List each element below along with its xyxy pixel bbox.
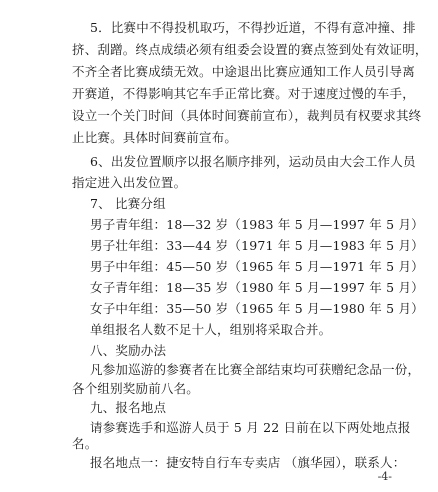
group-line: 女子青年组：18—35 岁（1980 年 5 月—1997 年 5 月）: [90, 280, 424, 295]
text-line: 单组报名人数不足十人，组别将采取合并。: [90, 322, 332, 337]
text-line: 请参赛选手和巡游人员于 5 月 22 日前在以下两处地点报: [90, 420, 411, 435]
text-line: 止比赛。具体时间赛前宣布。: [72, 130, 238, 145]
group-line: 男子壮年组：33—44 岁（1971 年 5 月—1983 年 5 月）: [90, 238, 424, 253]
text-line: 报名地点一：捷安特自行车专卖店 （旗华园），联系人：: [90, 455, 406, 470]
group-line: 男子中年组：45—50 岁（1965 年 5 月—1971 年 5 月）: [90, 259, 424, 274]
group-line: 女子中年组：35—50 岁（1965 年 5 月—1980 年 5 月）: [90, 301, 424, 316]
text-line: 名。: [72, 436, 98, 451]
section-heading: 九、报名地点: [90, 400, 167, 415]
text-line: 凡参加巡游的参赛者在比赛全部结束均可获赠纪念品一份，: [90, 362, 421, 377]
text-line: 挤、刮蹭。终点成绩必须有组委会设置的赛点签到处有效证明，: [72, 42, 428, 57]
text-line: 6、出发位置顺序以报名顺序排列，运动员由大会工作人员: [90, 154, 416, 169]
text-line: 设立一个关门时间（具体时间赛前宣布），裁判员有权要求其终: [72, 108, 422, 123]
text-line: 5．比赛中不得投机取巧，不得抄近道，不得有意冲撞、排: [90, 20, 416, 35]
section-heading: 八、奖励办法: [90, 343, 167, 358]
text-line: 各个组别奖励前八名。: [72, 381, 200, 396]
text-line: 不齐全者比赛成绩无效。中途退出比赛应通知工作人员引导离: [72, 64, 415, 79]
group-line: 男子青年组：18—32 岁（1983 年 5 月—1997 年 5 月）: [90, 217, 424, 232]
text-line: 开赛道，不得影响其它车手正常比赛。对于速度过慢的车手，: [72, 86, 415, 101]
text-line: 指定进入出发位置。: [72, 175, 187, 190]
page-number: -4-: [377, 470, 392, 483]
section-heading: 7、 比赛分组: [90, 196, 166, 211]
